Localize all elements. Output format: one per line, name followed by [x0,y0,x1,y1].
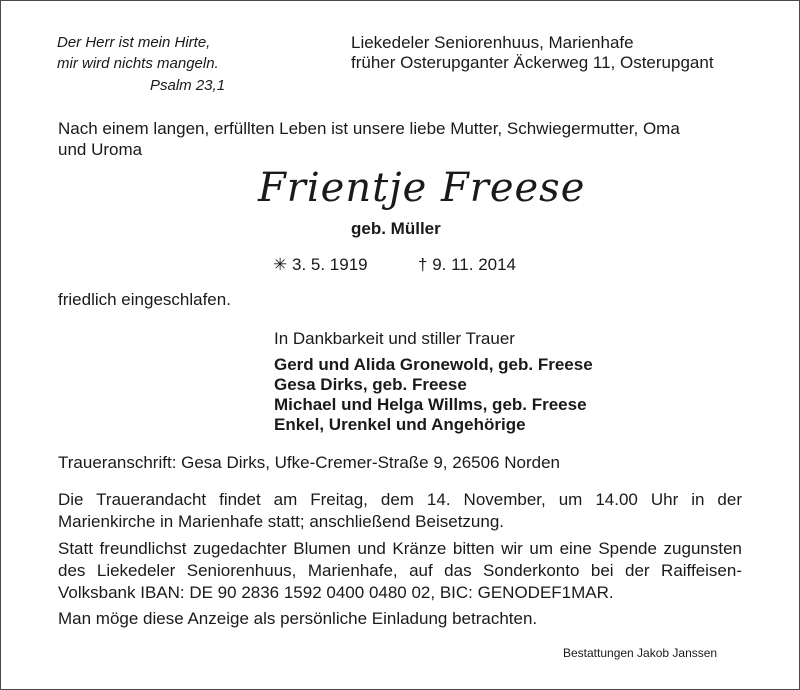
residence-line-2: früher Osterupganter Äckerweg 11, Osterupgant [351,53,714,72]
birth-date [273,254,368,276]
intro-line-2: und Uroma [58,140,143,159]
undertaker-name: Bestattungen Jakob Janssen [563,646,718,660]
deceased-name: Frientje Freese [258,165,586,211]
death-cross-icon: † [418,255,428,274]
maiden-name: geb. Müller [351,219,441,238]
psalm-reference: Psalm 23,1 [150,77,226,94]
invitation-text: Man möge diese Anzeige als persönliche Einladung betrachten. [58,609,538,628]
mourner-line: Michael und Helga Willms, geb. Freese [274,395,587,414]
psalm-line-1: Der Herr ist mein Hirte, [57,34,211,51]
psalm-line-2: mir wird nichts mangeln. [57,55,219,72]
mourner-line: Enkel, Urenkel und Angehörige [274,415,526,434]
passed-text: friedlich eingeschlafen. [58,290,231,309]
donation-paragraph: Statt freundlichst zugedachter Blumen und Kränze bitten wir um eine Spende zugunsten des Liekedeler Seniorenhuus, Marienhafe, auf das Sonderkonto bei der Raiffeisen-Volksbank IBAN: DE 90 2836 1592 0400 0480 02, BIC: GENODEF1MAR. [58,539,742,602]
mourners-intro: In Dankbarkeit und stiller Trauer [274,329,515,348]
birth-star-icon: ✳ [273,255,288,274]
service-paragraph: Die Trauerandacht findet am Freitag, dem 14. November, um 14.00 Uhr in der Marienkirche in Marienhafe statt; anschließend Beisetzung. [58,490,742,531]
death-date-value: 9. 11. 2014 [432,255,517,274]
death-date [418,254,516,276]
mourner-line: Gerd und Alida Gronewold, geb. Freese [274,355,593,374]
birth-date-value: 3. 5. 1919 [291,255,368,274]
intro-line-1: Nach einem langen, erfüllten Leben ist unsere liebe Mutter, Schwiegermutter, Oma [58,119,680,138]
mourner-line: Gesa Dirks, geb. Freese [274,375,467,394]
residence-line-1: Liekedeler Seniorenhuus, Marienhafe [351,33,634,52]
mourning-address: Traueranschrift: Gesa Dirks, Ufke-Cremer-Straße 9, 26506 Norden [58,453,560,472]
